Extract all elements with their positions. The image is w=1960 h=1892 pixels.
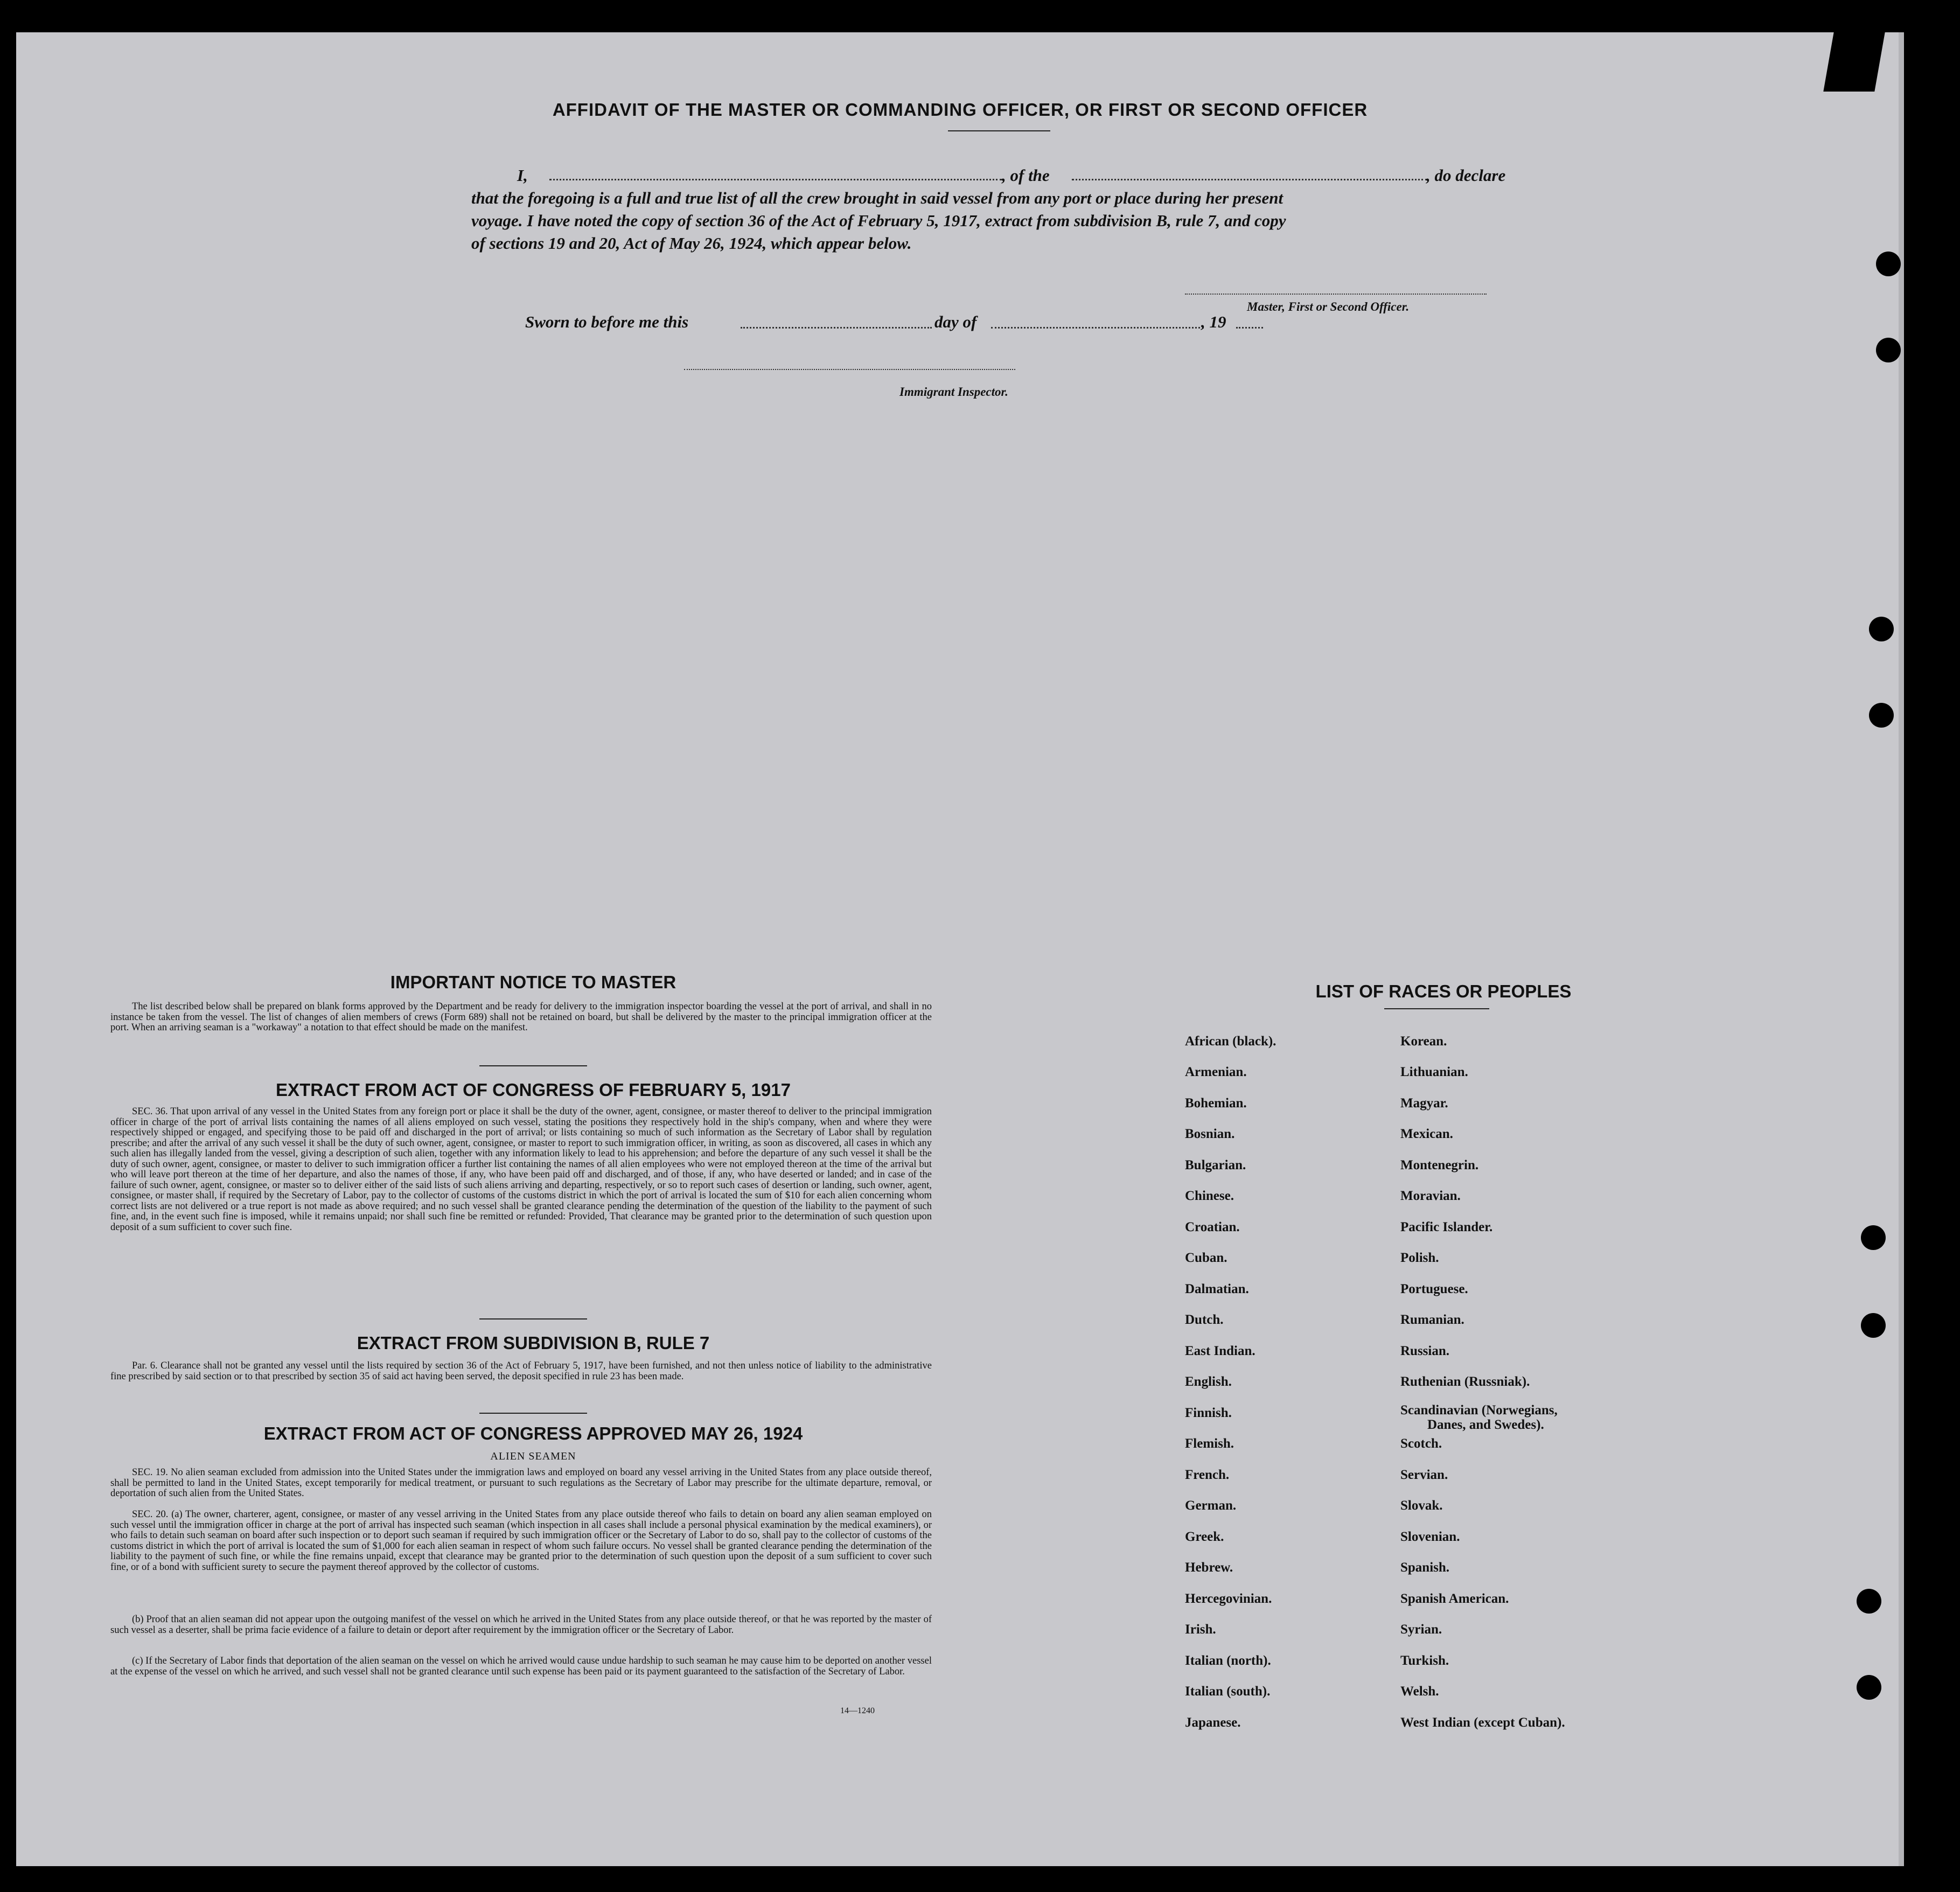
- race-left: Finnish.: [1185, 1406, 1232, 1420]
- race-right: Servian.: [1400, 1468, 1448, 1482]
- race-right: West Indian (except Cuban).: [1400, 1715, 1565, 1730]
- race-left: Bosnian.: [1185, 1127, 1235, 1141]
- race-left: Italian (north).: [1185, 1653, 1271, 1668]
- race-left: Hebrew.: [1185, 1560, 1233, 1575]
- race-right: Pacific Islander.: [1400, 1220, 1493, 1234]
- day-of-label: day of: [934, 312, 977, 331]
- race-left: East Indian.: [1185, 1344, 1255, 1358]
- race-left: Bohemian.: [1185, 1096, 1247, 1111]
- sworn-label: Sworn to before me this: [525, 312, 689, 331]
- race-right: Syrian.: [1400, 1622, 1442, 1637]
- race-right: Slovenian.: [1400, 1530, 1460, 1544]
- affidavit-of-the: , of the: [1002, 166, 1050, 185]
- affidavit-title: AFFIDAVIT OF THE MASTER OR COMMANDING OFFICER, OR FIRST OR SECOND OFFICER: [552, 100, 1368, 120]
- race-left: Chinese.: [1185, 1189, 1234, 1203]
- race-right: Mexican.: [1400, 1127, 1453, 1141]
- races-title: LIST OF RACES OR PEOPLES: [1315, 981, 1572, 1001]
- year-label: , 19: [1201, 312, 1226, 331]
- rule7-text: Par. 6. Clearance shall not be granted any vessel until the lists required by section 36 of the Act of February 5, 1917, have been furnished, and not then unless notice of liability to the administrative fine prescribed by said section or to that prescribed by section 35 of said act having been served, the deposit specified in rule 23 has been made.: [110, 1360, 932, 1382]
- race-left: English.: [1185, 1374, 1232, 1389]
- punch-hole: [1869, 617, 1894, 641]
- extract-1917-rule: [479, 1318, 587, 1319]
- year-blank[interactable]: [1236, 327, 1263, 329]
- race-left: Irish.: [1185, 1622, 1216, 1637]
- race-left: Greek.: [1185, 1530, 1224, 1544]
- title-rule: [948, 130, 1050, 131]
- sec19-text: SEC. 19. No alien seaman excluded from admission into the United States under the immigration laws and employed on board any vessel arriving in the United States from any place outside thereof, shall be permitted to land in the United States, except temporarily for medical treatment, or pursuant to such regulations as the Secretary of Labor may prescribe for the ultimate departure, removal, or deportation of such alien from the United States.: [110, 1467, 932, 1499]
- rule7-title: EXTRACT FROM SUBDIVISION B, RULE 7: [357, 1333, 710, 1353]
- race-left: Dalmatian.: [1185, 1282, 1249, 1296]
- race-left: Hercegovinian.: [1185, 1591, 1272, 1606]
- inspector-label: Immigrant Inspector.: [899, 385, 1008, 399]
- race-left: Armenian.: [1185, 1065, 1247, 1079]
- sec20c-text: (c) If the Secretary of Labor finds that deportation of the alien seaman on the vessel on which he arrived would cause undue hardship to such seaman he may cause him to be deported on another vessel at the expense of the vessel on which he arrived, and such vessel shall not be granted clearance until such expense has been paid or its payment guaranteed to the satisfaction of the Secretary of Labor.: [110, 1656, 932, 1677]
- race-right: Montenegrin.: [1400, 1158, 1479, 1172]
- punch-hole: [1876, 338, 1901, 362]
- punch-hole: [1861, 1225, 1886, 1250]
- race-right: Magyar.: [1400, 1096, 1448, 1111]
- race-right: Spanish American.: [1400, 1591, 1509, 1606]
- punch-hole: [1857, 1589, 1881, 1614]
- race-right: Portuguese.: [1400, 1282, 1468, 1296]
- inspector-signature-line[interactable]: [684, 369, 1015, 370]
- punch-hole: [1876, 252, 1901, 276]
- race-right: Korean.: [1400, 1034, 1447, 1049]
- affidavit-line-3: voyage. I have noted the copy of section 36 of the Act of February 5, 1917, extract from subdivision B, rule 7, and copy: [471, 211, 1286, 230]
- document-sheet: [16, 32, 1904, 1866]
- races-rule: [1384, 1008, 1489, 1009]
- race-right: Lithuanian.: [1400, 1065, 1468, 1079]
- sec20b-text: (b) Proof that an alien seaman did not appear upon the outgoing manifest of the vessel on which he arrived in the United States from any place outside thereof, or that he was reported by the master of such vessel as a deserter, shall be prima facie evidence of a failure to detain or deport after requirement by the immigration officer or the Secretary of Labor.: [110, 1614, 932, 1636]
- alien-seamen-subtitle: ALIEN SEAMEN: [490, 1450, 576, 1462]
- race-left: African (black).: [1185, 1034, 1277, 1049]
- notice-text: The list described below shall be prepared on blank forms approved by the Department and be ready for delivery to the immigration inspector boarding the vessel at the port of arrival, and shall in no instance be taken from the vessel. The list of changes of alien members of crews (Form 689) shall not be retained on board, but shall be delivered by the master to the principal immigration officer at the port. When an arriving seaman is a "workaway" a notation to that effect should be made on the manifest.: [110, 1001, 932, 1033]
- vessel-blank[interactable]: [1072, 179, 1427, 180]
- affidavit-line-2: that the foregoing is a full and true list of all the crew brought in said vessel from any port or place during her present: [471, 188, 1284, 207]
- race-left: Japanese.: [1185, 1715, 1241, 1730]
- race-left: German.: [1185, 1498, 1237, 1513]
- punch-hole: [1857, 1675, 1881, 1700]
- race-left: Croatian.: [1185, 1220, 1240, 1234]
- race-right: Scandinavian (Norwegians,: [1400, 1403, 1558, 1418]
- race-right: Turkish.: [1400, 1653, 1449, 1668]
- notice-title: IMPORTANT NOTICE TO MASTER: [390, 972, 676, 992]
- race-right: Moravian.: [1400, 1189, 1461, 1203]
- sec20a-text: SEC. 20. (a) The owner, charterer, agent, consignee, or master of any vessel arriving in the United States from any place outside thereof who fails to detain on board any alien seaman employed on such vessel until the immigration officer in charge at the port of arrival has inspected such seaman (which inspection in all cases shall include a personal physical examination by the medical examiners), or who fails to detain such seaman on board after such inspection or to deport such seaman if required by such immigration officer or the Secretary of Labor to do so, shall pay to the collector of customs of the customs district in which the port of arrival is located the sum of $1,000 for each alien seaman in respect of whom such failure occurs. No vessel shall be granted clearance pending the determination of the liability to the payment of such fine, or while the fine remains unpaid, except that clearance may be granted prior to the determination of such question upon the deposit of a sum sufficient to cover such fine, or of a bond with sufficient surety to secure the payment thereof approved by the collector of customs.: [110, 1509, 932, 1573]
- extract-1917-title: EXTRACT FROM ACT OF CONGRESS OF FEBRUARY 5, 1917: [276, 1080, 791, 1100]
- rule7-rule: [479, 1413, 587, 1414]
- race-right: Russian.: [1400, 1344, 1450, 1358]
- master-signature-line[interactable]: [1185, 294, 1487, 295]
- extract-1917-text: SEC. 36. That upon arrival of any vessel in the United States from any foreign port or place it shall be the duty of the owner, agent, consignee, or master thereof to deliver to the principal immigration officer in charge of the port of arrival lists containing the names of all aliens employed on such vessel, stating the positions they respectively hold in the ship's company, when and where they were respectively shipped or engaged, and specifying those to be paid off and discharged in the port of arrival; or lists containing so much of such information as the Secretary of Labor shall by regulation prescribe; and after the arrival of any such vessel it shall be the duty of such owner, agent, consignee, or master to report to such immigration officer, in writing, as soon as discovered, all cases in which any such alien has illegally landed from the vessel, giving a description of such alien, together with any information likely to lead to his apprehension; and before the departure of any such vessel it shall be the duty of such owner, agent, consignee, or master to deliver to such immigration officer a further list containing the names of all alien employees who were not employed thereon at the time of the arrival but who will leave port thereon at the time of her departure, and also the names of those, if any, who have been paid off and discharged, and of those, if any, who have deserted or landed; and in case of the failure of such owner, agent, consignee, or master so to deliver either of the said lists of such aliens arriving and departing, respectively, or so to report such cases of desertion or landing, such owner, agent, consignee, or master shall, if required by the Secretary of Labor, pay to the collector of customs of the customs district in which the port of arrival is located the sum of $10 for each alien concerning whom correct lists are not delivered or a true report is not made as above required; and no such vessel shall be granted clearance pending the determination of the question of the liability to the payment of such fine, and, in the event such fine is imposed, while it remains unpaid; nor shall such fine be remitted or refunded: Provided, That clearance may be granted prior to the determination of such question upon deposit of a sum sufficient to cover such fine.: [110, 1106, 932, 1233]
- race-right: Ruthenian (Russniak).: [1400, 1374, 1530, 1389]
- affidavit-i-label: I,: [517, 166, 528, 185]
- race-right: Rumanian.: [1400, 1312, 1464, 1327]
- race-right: Welsh.: [1400, 1684, 1439, 1699]
- race-left: French.: [1185, 1468, 1230, 1482]
- master-label: Master, First or Second Officer.: [1247, 300, 1410, 313]
- punch-hole: [1861, 1313, 1886, 1338]
- race-right: Slovak.: [1400, 1498, 1443, 1513]
- race-right: Spanish.: [1400, 1560, 1450, 1575]
- punch-hole: [1869, 703, 1894, 728]
- race-right: Polish.: [1400, 1251, 1439, 1265]
- name-blank[interactable]: [549, 179, 1002, 180]
- race-left: Cuban.: [1185, 1251, 1227, 1265]
- sworn-day-blank[interactable]: [741, 327, 932, 329]
- form-number: 14—1240: [840, 1706, 875, 1715]
- extract-1924-title: EXTRACT FROM ACT OF CONGRESS APPROVED MAY 26, 1924: [263, 1423, 803, 1443]
- race-left: Flemish.: [1185, 1436, 1234, 1451]
- race-left: Bulgarian.: [1185, 1158, 1246, 1172]
- race-left: Dutch.: [1185, 1312, 1224, 1327]
- affidavit-do-declare: , do declare: [1426, 166, 1506, 185]
- race-left: Italian (south).: [1185, 1684, 1271, 1699]
- affidavit-line-4: of sections 19 and 20, Act of May 26, 1924, which appear below.: [471, 234, 912, 253]
- sheet-edge: [1899, 32, 1904, 1866]
- corner-tab: [1823, 32, 1885, 92]
- race-right: Scotch.: [1400, 1436, 1442, 1451]
- sworn-month-blank[interactable]: [991, 327, 1204, 329]
- race-right-continued: Danes, and Swedes).: [1427, 1418, 1544, 1432]
- notice-rule: [479, 1065, 587, 1066]
